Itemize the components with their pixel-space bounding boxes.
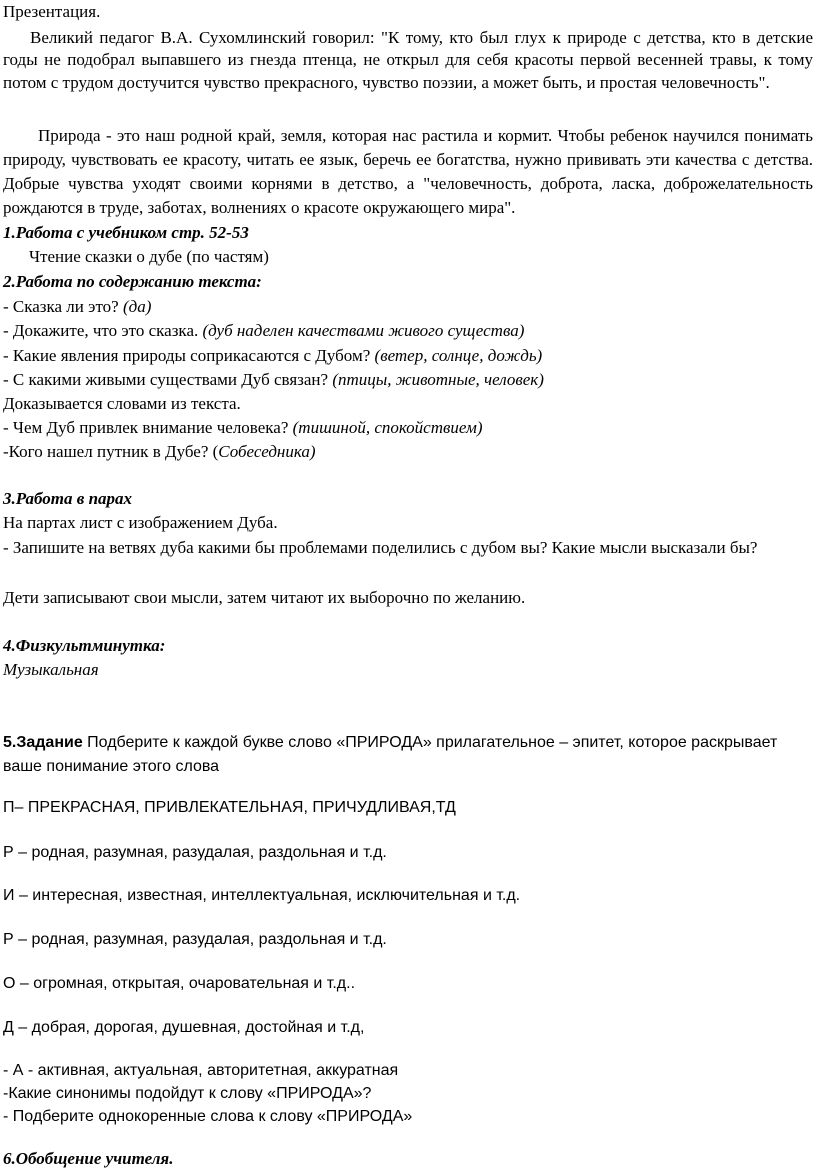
question-6-text: -Кого нашел путник в Дубе? ( (3, 442, 219, 461)
section1-heading: 1.Работа с учебником стр. 52-53 (3, 223, 249, 242)
section5-task (3, 731, 813, 779)
quote-paragraph-text: Великий педагог В.А. Сухомлинский говорил: "К тому, кто был глух к природе с детства, кто в детские годы не подобрал выпавшего из гнезда птенца, не открыл для себя красоты первой весенней травы, к тому потом с трудом достучится чувство прекрасного, чувство поэзии, а может быть, и простая человечность". (3, 28, 813, 92)
question-3 (3, 345, 542, 367)
section2-heading: 2.Работа по содержанию текста: (3, 272, 262, 291)
question-2-text: - Докажите, что это сказка. (3, 321, 203, 340)
question-3-text: - Какие явления природы соприкасаются с Дубом? (3, 346, 375, 365)
question-2-answer: (дуб наделен качествами живого существа) (202, 321, 525, 340)
letter-a-line: - А - активная, актуальная, авторитетная, аккуратная (3, 1062, 399, 1079)
synonyms-question: -Какие синонимы подойдут к слову «ПРИРОДА»? (3, 1085, 372, 1102)
section1-line: Чтение сказки о дубе (по частям) (29, 247, 269, 266)
section4-heading: 4.Физкультминутка: (3, 636, 166, 655)
question-6-answer: Собеседника) (218, 442, 316, 461)
section3-line1: На партах лист с изображением Дуба. (3, 513, 278, 532)
same-root-question: - Подберите однокоренные слова к слову «ПРИРОДА» (3, 1108, 413, 1125)
letter-o-line: О – огромная, открытая, очаровательная и т.д.. (3, 975, 356, 992)
question-5-answer: (тишиной, спокойствием) (292, 418, 483, 437)
section3-heading: 3.Работа в парах (3, 489, 133, 508)
question-4-answer: (птицы, животные, человек) (332, 370, 544, 389)
question-3-answer: (ветер, солнце, дождь) (374, 346, 543, 365)
letter-d-line: Д – добрая, дорогая, душевная, достойная и т.д, (3, 1019, 365, 1036)
section4-line: Музыкальная (3, 660, 99, 679)
question-4-text: - С какими живыми существами Дуб связан? (3, 370, 333, 389)
letter-p-line: П– ПРЕКРАСНАЯ, ПРИВЛЕКАТЕЛЬНАЯ, ПРИЧУДЛИВАЯ,ТД (3, 799, 456, 816)
section3-line2: - Запишите на ветвях дуба какими бы проблемами поделились с дубом вы? Какие мысли высказали бы? (3, 538, 758, 557)
letter-i-line: И – интересная, известная, интеллектуальная, исключительная и т.д. (3, 887, 521, 904)
question-1-answer: (да) (122, 297, 152, 316)
question-1-text: - Сказка ли это? (3, 297, 123, 316)
nature-paragraph (3, 124, 813, 220)
section5-task-text: Подберите к каждой букве слово «ПРИРОДА» прилагательное – эпитет, которое раскрывает ваше понимание этого слова (3, 734, 778, 775)
section5-heading: 5.Задание (3, 734, 83, 751)
proof-line: Доказывается словами из текста. (3, 394, 241, 413)
question-4 (3, 369, 544, 391)
nature-paragraph-text: Природа - это наш родной край, земля, которая нас растила и кормит. Чтобы ребенок научился понимать природу, чувствовать ее красоту, читать ее язык, беречь ее богатства, нужно прививать эти качества с детства. Добрые чувства уходят своими корнями в детство, а "человечность, доброта, ласка, доброжелательность рождаются в труде, заботах, волнениях о красоте окружающего мира". (3, 126, 813, 217)
question-2 (3, 320, 524, 342)
section3-line3: Дети записывают свои мысли, затем читают их выборочно по желанию. (3, 588, 526, 607)
quote-paragraph (3, 27, 813, 94)
question-5-text: - Чем Дуб привлек внимание человека? (3, 418, 293, 437)
question-1 (3, 296, 151, 318)
section6-heading: 6.Обобщение учителя. (3, 1149, 174, 1168)
question-5 (3, 417, 483, 439)
question-6 (3, 441, 316, 463)
letter-r-line: Р – родная, разумная, разудалая, раздольная и т.д. (3, 844, 387, 861)
letter-r2-line: Р – родная, разумная, разудалая, раздольная и т.д. (3, 931, 387, 948)
document-title: Презентация. (3, 2, 101, 21)
